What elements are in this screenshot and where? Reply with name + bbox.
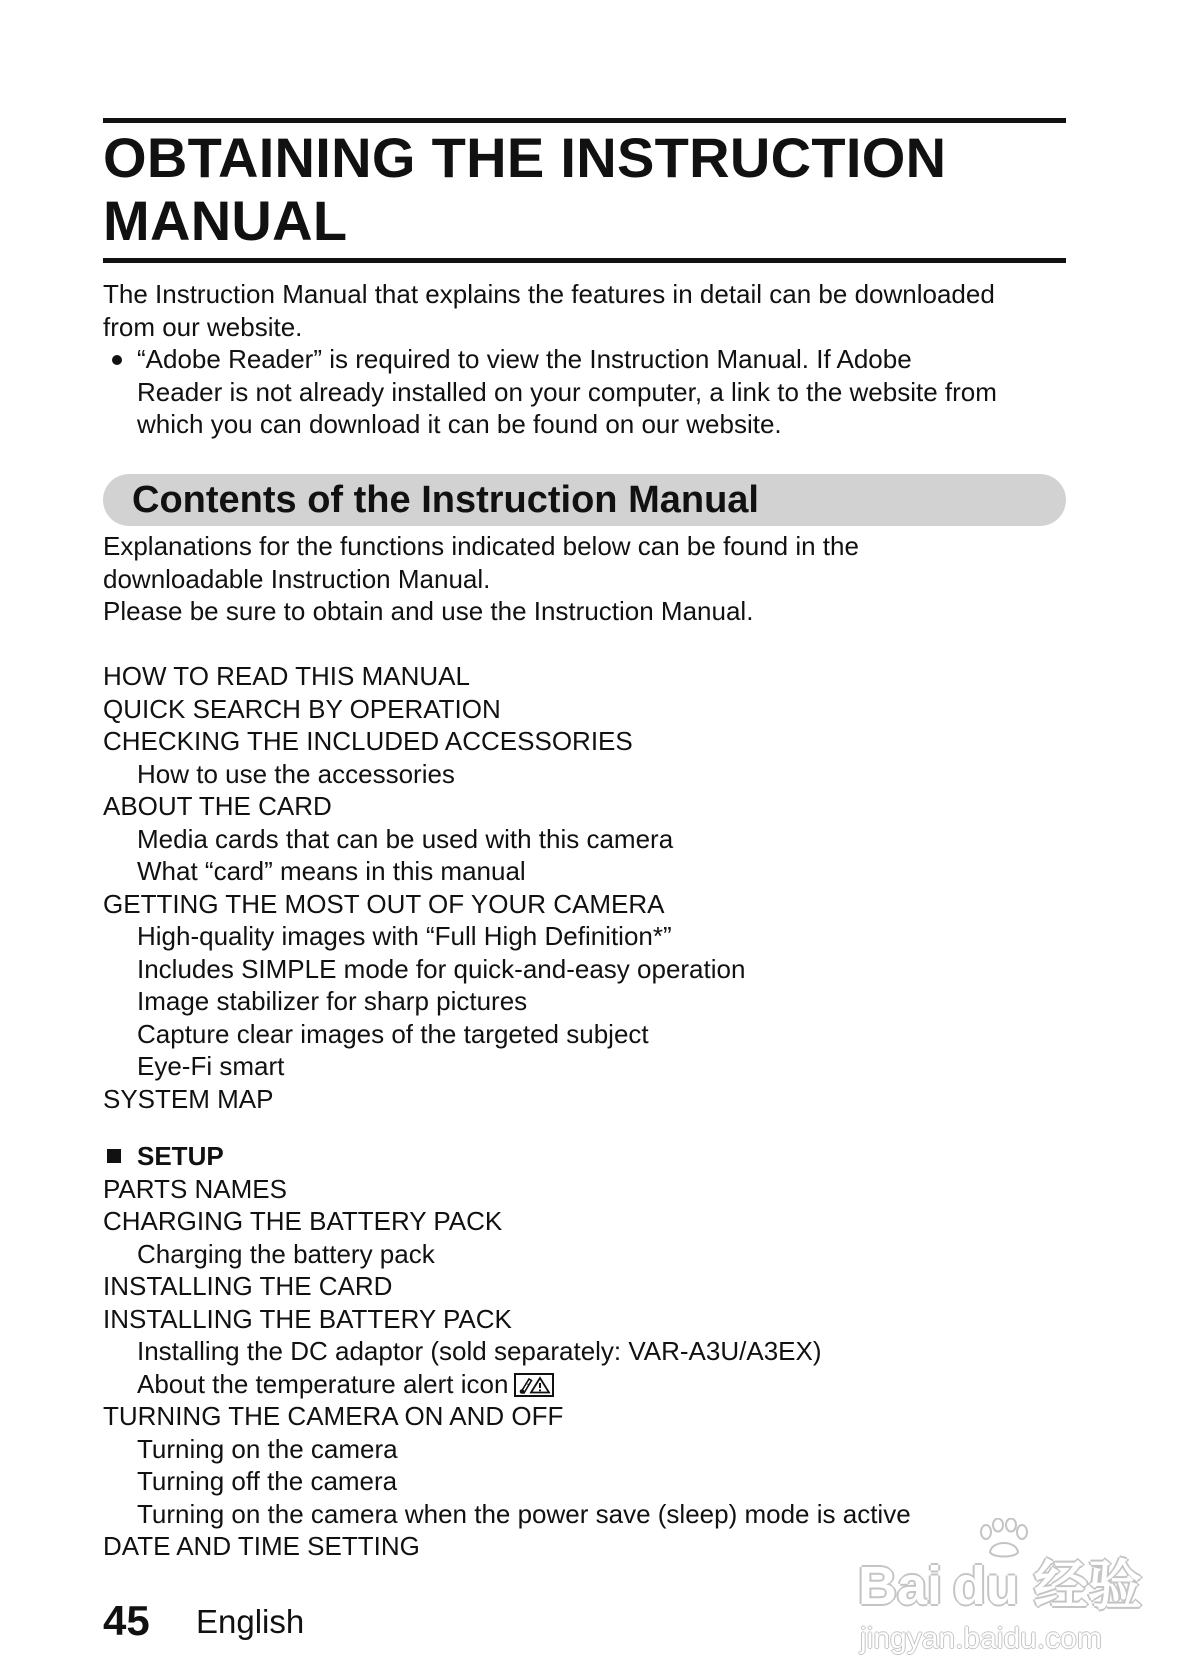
page-title-line-2: MANUAL <box>103 189 348 252</box>
toc-chapter: GETTING THE MOST OUT OF YOUR CAMERA <box>103 888 665 919</box>
intro-bullet-line: “Adobe Reader” is required to view the Instruction Manual. If Adobe <box>137 344 912 374</box>
explanation-line: downloadable Instruction Manual. <box>103 563 491 594</box>
toc-chapter: PARTS NAMES <box>103 1173 287 1204</box>
toc-subsection: What “card” means in this manual <box>137 856 526 886</box>
toc-subsection: How to use the accessories <box>137 758 455 789</box>
explanation-text <box>103 530 1066 628</box>
page-number: 45 <box>103 1597 150 1644</box>
intro-paragraph-line: The Instruction Manual that explains the features in detail can be downloaded <box>103 279 995 309</box>
toc-chapter: CHARGING THE BATTERY PACK <box>103 1206 503 1236</box>
toc-chapter: ABOUT THE CARD <box>103 791 332 821</box>
setup-heading-label: SETUP <box>137 1141 224 1171</box>
explanation-line: Please be sure to obtain and use the Instruction Manual. <box>103 596 754 626</box>
toc-subsection: Eye-Fi smart <box>137 1051 285 1081</box>
title-bottom-rule <box>103 258 1066 263</box>
toc-chapter: INSTALLING THE CARD <box>103 1271 393 1301</box>
bullet-icon <box>112 355 122 365</box>
toc-chapter: HOW TO READ THIS MANUAL <box>103 661 470 691</box>
toc-chapter: INSTALLING THE BATTERY PACK <box>103 1303 512 1334</box>
temperature-alert-icon <box>514 1373 554 1397</box>
toc-subsection: Turning on the camera when the power save (sleep) mode is active <box>137 1498 911 1529</box>
intro-bullet-line: Reader is not already installed on your computer, a link to the website from <box>137 376 997 407</box>
intro-bullet <box>103 343 1066 441</box>
toc-chapter: SYSTEM MAP <box>103 1083 274 1114</box>
toc-subsection-with-icon <box>103 1368 1066 1401</box>
toc-subsection: Image stabilizer for sharp pictures <box>137 986 528 1016</box>
black-square-icon <box>107 1149 121 1163</box>
page-language: English <box>196 1603 305 1640</box>
toc-chapter: TURNING THE CAMERA ON AND OFF <box>103 1401 564 1431</box>
intro-text <box>103 278 1066 441</box>
toc-subsection: Turning off the camera <box>137 1466 398 1496</box>
page-title-line-1: OBTAINING THE INSTRUCTION <box>103 126 947 189</box>
toc-subsection: Media cards that can be used with this camera <box>137 823 674 854</box>
toc-chapter: CHECKING THE INCLUDED ACCESSORIES <box>103 726 633 756</box>
toc-subsection: Installing the DC adaptor (sold separately: VAR-A3U/A3EX) <box>137 1336 822 1366</box>
toc-chapter: DATE AND TIME SETTING <box>103 1531 420 1561</box>
watermark-url: jingyan.baidu.com <box>860 1622 1102 1655</box>
intro-paragraph-line: from our website. <box>103 311 303 342</box>
setup-contents-list <box>103 1140 1066 1563</box>
baidu-watermark <box>858 1518 1142 1668</box>
section-heading: Contents of the Instruction Manual <box>132 479 759 521</box>
toc-subsection: Charging the battery pack <box>137 1238 435 1269</box>
toc-subsection: Capture clear images of the targeted subject <box>137 1018 649 1049</box>
paw-icon <box>976 1518 1032 1558</box>
setup-heading <box>103 1140 1066 1173</box>
toc-subsection-label: About the temperature alert icon <box>137 1368 509 1399</box>
page-title <box>103 126 1066 252</box>
intro-bullet-line: which you can download it can be found on our website. <box>137 409 782 439</box>
contents-list <box>103 660 1066 1115</box>
toc-subsection: High-quality images with “Full High Definition*” <box>137 921 672 951</box>
section-heading-band <box>103 474 1066 526</box>
toc-subsection: Includes SIMPLE mode for quick-and-easy operation <box>137 953 746 984</box>
explanation-line: Explanations for the functions indicated below can be found in the <box>103 531 859 561</box>
watermark-brand: Bai du 经验 <box>858 1556 1142 1616</box>
title-top-rule <box>103 118 1066 123</box>
toc-subsection: Turning on the camera <box>137 1433 398 1464</box>
toc-chapter: QUICK SEARCH BY OPERATION <box>103 693 501 724</box>
